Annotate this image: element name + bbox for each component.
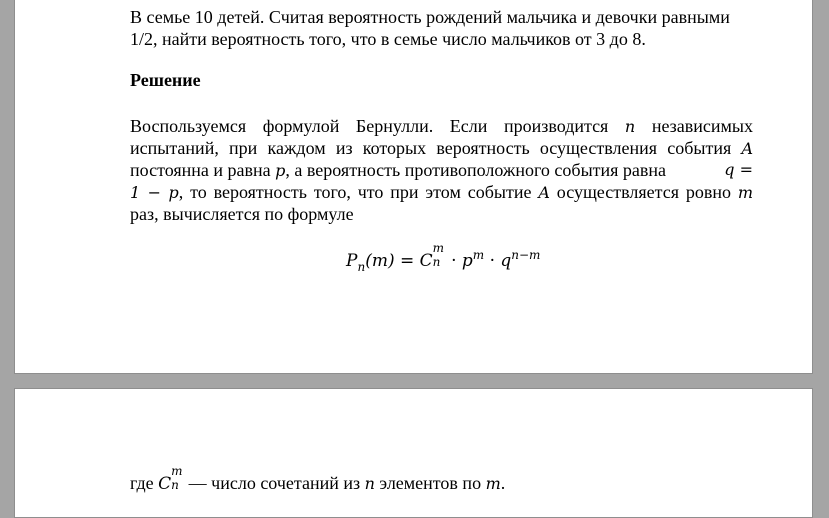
paragraph-line-2 xyxy=(130,137,753,160)
page2-line-1 xyxy=(130,465,505,496)
formula-C-superscript: m xyxy=(432,241,445,255)
formula-P: P xyxy=(346,251,358,271)
combinations-superscript: m xyxy=(171,464,183,478)
document-page-2 xyxy=(14,388,813,518)
paragraph-text: Воспользуемся формулой Бернулли. Если производится xyxy=(130,116,609,136)
combinations-subscript: n xyxy=(171,478,179,492)
bernoulli-formula xyxy=(346,242,540,274)
paragraph-text: испытаний, при каждом из которых вероятность осуществления события xyxy=(130,138,732,158)
document-page-1 xyxy=(14,0,813,374)
formula-C-subscript: n xyxy=(432,255,441,269)
paragraph-text: , а вероятность противоположного события равна xyxy=(285,160,667,180)
formula-dot: · xyxy=(451,251,457,271)
paragraph-text: постоянна и равна xyxy=(130,160,271,180)
page2-text: — число сочетаний из xyxy=(184,473,361,493)
paragraph-text: независимых xyxy=(651,116,753,136)
math-variable-m: m xyxy=(485,474,501,493)
paragraph-line-1 xyxy=(130,115,753,138)
paragraph-line-5: раз, вычисляется по формуле xyxy=(130,204,354,224)
formula-dot: · xyxy=(489,251,495,271)
combinations-symbol xyxy=(158,464,184,494)
combinations-C: C xyxy=(158,474,172,494)
formula-argument: (m) xyxy=(365,251,395,271)
formula-q-superscript: n−m xyxy=(511,248,541,262)
math-variable-n: n xyxy=(364,474,375,493)
formula-p-superscript: m xyxy=(472,248,485,262)
math-variable-m: m xyxy=(737,183,754,202)
page2-text: где xyxy=(130,473,154,493)
math-variable-p: p xyxy=(275,161,286,180)
formula-C: C xyxy=(419,251,433,271)
math-variable-n: n xyxy=(624,117,636,136)
formula-equals: = xyxy=(399,251,415,271)
page2-text: элементов по xyxy=(379,473,482,493)
formula-q: q xyxy=(500,251,512,271)
problem-line-1: В семье 10 детей. Считая вероятность рождений мальчика и девочки равными xyxy=(130,7,730,27)
paragraph-line-3 xyxy=(130,159,753,182)
formula-p: p xyxy=(461,251,473,271)
problem-line-2: 1/2, найти вероятность того, что в семье число мальчиков от 3 до 8. xyxy=(130,29,646,49)
math-variable-A: A xyxy=(538,183,550,202)
math-variable-A: A xyxy=(741,139,754,158)
solution-heading: Решение xyxy=(130,70,201,90)
math-one-minus-p: 1 − p xyxy=(130,183,179,202)
paragraph-line-4 xyxy=(130,181,753,204)
paragraph-text: , то вероятность того, что при этом событие xyxy=(178,182,532,202)
paragraph-text: осуществляется ровно xyxy=(556,182,731,202)
page2-text: . xyxy=(500,473,506,493)
formula-P-subscript: n xyxy=(357,260,366,274)
math-q-equals: q = xyxy=(724,160,753,179)
